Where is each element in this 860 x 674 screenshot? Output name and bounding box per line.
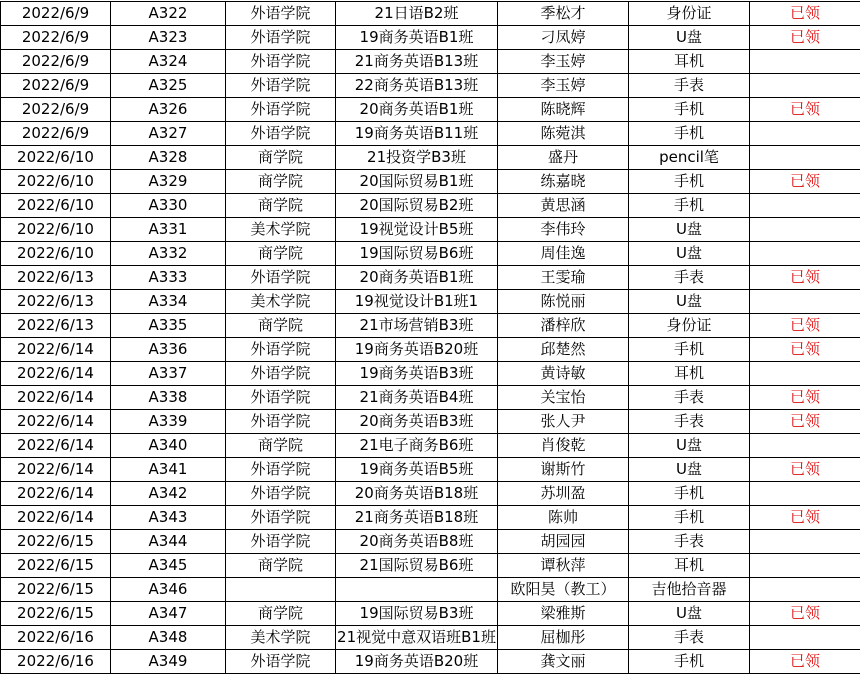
item-cell[interactable]: 手机	[629, 650, 750, 674]
name-cell[interactable]: 谭秋萍	[498, 554, 629, 578]
college-cell[interactable]: 外语学院	[226, 482, 336, 506]
item-cell[interactable]: 手机	[629, 122, 750, 146]
id-cell[interactable]: A328	[111, 146, 226, 170]
table-row	[1, 506, 860, 530]
table-body	[1, 2, 860, 674]
item-cell[interactable]: 手表	[629, 410, 750, 434]
item-cell[interactable]: 手机	[629, 194, 750, 218]
table-row	[1, 458, 860, 482]
status-cell[interactable]	[750, 362, 860, 386]
table-row	[1, 434, 860, 458]
table-row	[1, 338, 860, 362]
status-cell[interactable]: 已领	[750, 338, 860, 362]
date-cell[interactable]: 2022/6/14	[1, 386, 111, 410]
college-cell[interactable]	[226, 578, 336, 602]
date-cell[interactable]: 2022/6/9	[1, 74, 111, 98]
name-cell[interactable]: 陈晓辉	[498, 98, 629, 122]
class-cell[interactable]: 19国际贸易B3班	[336, 602, 498, 626]
date-cell[interactable]: 2022/6/10	[1, 170, 111, 194]
class-cell[interactable]: 21电子商务B6班	[336, 434, 498, 458]
college-cell[interactable]: 商学院	[226, 146, 336, 170]
name-cell[interactable]: 梁雅斯	[498, 602, 629, 626]
status-cell[interactable]	[750, 578, 860, 602]
id-cell[interactable]: A334	[111, 290, 226, 314]
table-row	[1, 74, 860, 98]
class-cell[interactable]: 19商务英语B20班	[336, 650, 498, 674]
status-cell[interactable]: 已领	[750, 170, 860, 194]
class-cell[interactable]: 20商务英语B3班	[336, 410, 498, 434]
table-row	[1, 50, 860, 74]
date-cell[interactable]: 2022/6/10	[1, 242, 111, 266]
college-cell[interactable]: 外语学院	[226, 338, 336, 362]
college-cell[interactable]: 商学院	[226, 434, 336, 458]
class-cell[interactable]: 20商务英语B8班	[336, 530, 498, 554]
class-cell[interactable]: 20商务英语B1班	[336, 98, 498, 122]
id-cell[interactable]: A339	[111, 410, 226, 434]
college-cell[interactable]: 外语学院	[226, 50, 336, 74]
table-row	[1, 362, 860, 386]
date-cell[interactable]: 2022/6/15	[1, 602, 111, 626]
table-row	[1, 170, 860, 194]
item-cell[interactable]: U盘	[629, 218, 750, 242]
item-cell[interactable]: U盘	[629, 242, 750, 266]
status-cell[interactable]	[750, 554, 860, 578]
college-cell[interactable]: 商学院	[226, 554, 336, 578]
date-cell[interactable]: 2022/6/15	[1, 530, 111, 554]
date-cell[interactable]: 2022/6/13	[1, 266, 111, 290]
college-cell[interactable]: 美术学院	[226, 626, 336, 650]
status-cell[interactable]	[750, 290, 860, 314]
id-cell[interactable]: A327	[111, 122, 226, 146]
date-cell[interactable]: 2022/6/15	[1, 554, 111, 578]
table-row	[1, 266, 860, 290]
status-cell[interactable]: 已领	[750, 410, 860, 434]
name-cell[interactable]: 李伟玲	[498, 218, 629, 242]
table-row	[1, 290, 860, 314]
status-cell[interactable]	[750, 242, 860, 266]
name-cell[interactable]: 刁凤婷	[498, 26, 629, 50]
table-row	[1, 218, 860, 242]
class-cell[interactable]: 19视觉设计B1班1	[336, 290, 498, 314]
id-cell[interactable]: A337	[111, 362, 226, 386]
item-cell[interactable]: U盘	[629, 434, 750, 458]
date-cell[interactable]: 2022/6/9	[1, 26, 111, 50]
id-cell[interactable]: A348	[111, 626, 226, 650]
college-cell[interactable]: 外语学院	[226, 74, 336, 98]
item-cell[interactable]: 手表	[629, 266, 750, 290]
name-cell[interactable]: 龚文丽	[498, 650, 629, 674]
status-cell[interactable]: 已领	[750, 506, 860, 530]
table-row	[1, 578, 860, 602]
college-cell[interactable]: 外语学院	[226, 98, 336, 122]
class-cell[interactable]: 19商务英语B11班	[336, 122, 498, 146]
date-cell[interactable]: 2022/6/14	[1, 482, 111, 506]
status-cell[interactable]	[750, 626, 860, 650]
item-cell[interactable]: 手机	[629, 506, 750, 530]
class-cell[interactable]: 21国际贸易B6班	[336, 554, 498, 578]
item-cell[interactable]: 手机	[629, 170, 750, 194]
class-cell[interactable]: 21商务英语B18班	[336, 506, 498, 530]
id-cell[interactable]: A346	[111, 578, 226, 602]
name-cell[interactable]: 苏圳盈	[498, 482, 629, 506]
college-cell[interactable]: 商学院	[226, 242, 336, 266]
name-cell[interactable]: 李玉婷	[498, 50, 629, 74]
table-row	[1, 194, 860, 218]
class-cell[interactable]: 19视觉设计B5班	[336, 218, 498, 242]
table-row	[1, 122, 860, 146]
class-cell[interactable]: 20商务英语B1班	[336, 266, 498, 290]
name-cell[interactable]: 潘梓欣	[498, 314, 629, 338]
college-cell[interactable]: 外语学院	[226, 2, 336, 26]
name-cell[interactable]: 黄诗敏	[498, 362, 629, 386]
date-cell[interactable]: 2022/6/16	[1, 650, 111, 674]
date-cell[interactable]: 2022/6/9	[1, 98, 111, 122]
item-cell[interactable]: U盘	[629, 602, 750, 626]
name-cell[interactable]: 季松才	[498, 2, 629, 26]
date-cell[interactable]: 2022/6/10	[1, 218, 111, 242]
name-cell[interactable]: 张人尹	[498, 410, 629, 434]
college-cell[interactable]: 外语学院	[226, 506, 336, 530]
class-cell[interactable]: 19商务英语B3班	[336, 362, 498, 386]
college-cell[interactable]: 外语学院	[226, 530, 336, 554]
class-cell[interactable]: 20商务英语B18班	[336, 482, 498, 506]
table-row	[1, 98, 860, 122]
status-cell[interactable]	[750, 530, 860, 554]
college-cell[interactable]: 外语学院	[226, 362, 336, 386]
status-cell[interactable]	[750, 146, 860, 170]
date-cell[interactable]: 2022/6/14	[1, 410, 111, 434]
class-cell[interactable]: 21商务英语B13班	[336, 50, 498, 74]
name-cell[interactable]: 陈帅	[498, 506, 629, 530]
class-cell[interactable]: 19商务英语B20班	[336, 338, 498, 362]
id-cell[interactable]: A329	[111, 170, 226, 194]
name-cell[interactable]: 盛丹	[498, 146, 629, 170]
status-cell[interactable]: 已领	[750, 26, 860, 50]
id-cell[interactable]: A335	[111, 314, 226, 338]
item-cell[interactable]: U盘	[629, 26, 750, 50]
date-cell[interactable]: 2022/6/14	[1, 458, 111, 482]
date-cell[interactable]: 2022/6/15	[1, 578, 111, 602]
table-row	[1, 242, 860, 266]
item-cell[interactable]: 手表	[629, 74, 750, 98]
class-cell[interactable]: 21视觉中意双语班B1班	[336, 626, 498, 650]
class-cell[interactable]: 19商务英语B5班	[336, 458, 498, 482]
item-cell[interactable]: 手表	[629, 386, 750, 410]
status-cell[interactable]	[750, 122, 860, 146]
table-row	[1, 386, 860, 410]
date-cell[interactable]: 2022/6/9	[1, 122, 111, 146]
item-cell[interactable]: 身份证	[629, 2, 750, 26]
table-row	[1, 146, 860, 170]
item-cell[interactable]: 手机	[629, 338, 750, 362]
name-cell[interactable]: 陈悦丽	[498, 290, 629, 314]
name-cell[interactable]: 屈枷彤	[498, 626, 629, 650]
id-cell[interactable]: A331	[111, 218, 226, 242]
item-cell[interactable]: 耳机	[629, 554, 750, 578]
table-row	[1, 650, 860, 674]
class-cell[interactable]: 21投资学B3班	[336, 146, 498, 170]
item-cell[interactable]: 身份证	[629, 314, 750, 338]
college-cell[interactable]: 外语学院	[226, 410, 336, 434]
class-cell[interactable]: 21商务英语B4班	[336, 386, 498, 410]
name-cell[interactable]: 谢斯竹	[498, 458, 629, 482]
date-cell[interactable]: 2022/6/13	[1, 290, 111, 314]
id-cell[interactable]: A325	[111, 74, 226, 98]
name-cell[interactable]: 关宝怡	[498, 386, 629, 410]
id-cell[interactable]: A342	[111, 482, 226, 506]
id-cell[interactable]: A343	[111, 506, 226, 530]
item-cell[interactable]: 耳机	[629, 50, 750, 74]
id-cell[interactable]: A349	[111, 650, 226, 674]
college-cell[interactable]: 商学院	[226, 194, 336, 218]
id-cell[interactable]: A322	[111, 2, 226, 26]
name-cell[interactable]: 黄思涵	[498, 194, 629, 218]
item-cell[interactable]: 手机	[629, 482, 750, 506]
item-cell[interactable]: 手机	[629, 98, 750, 122]
college-cell[interactable]: 商学院	[226, 602, 336, 626]
item-cell[interactable]: 吉他拾音器	[629, 578, 750, 602]
class-cell[interactable]: 22商务英语B13班	[336, 74, 498, 98]
college-cell[interactable]: 美术学院	[226, 290, 336, 314]
date-cell[interactable]: 2022/6/9	[1, 50, 111, 74]
name-cell[interactable]: 陈菀淇	[498, 122, 629, 146]
item-cell[interactable]: 手表	[629, 626, 750, 650]
table-row	[1, 26, 860, 50]
id-cell[interactable]: A323	[111, 26, 226, 50]
table-row	[1, 410, 860, 434]
id-cell[interactable]: A345	[111, 554, 226, 578]
status-cell[interactable]: 已领	[750, 650, 860, 674]
name-cell[interactable]: 王雯瑜	[498, 266, 629, 290]
name-cell[interactable]: 邱楚然	[498, 338, 629, 362]
class-cell[interactable]: 21市场营销B3班	[336, 314, 498, 338]
date-cell[interactable]: 2022/6/10	[1, 194, 111, 218]
id-cell[interactable]: A332	[111, 242, 226, 266]
id-cell[interactable]: A340	[111, 434, 226, 458]
college-cell[interactable]: 美术学院	[226, 218, 336, 242]
college-cell[interactable]: 外语学院	[226, 122, 336, 146]
college-cell[interactable]: 商学院	[226, 170, 336, 194]
id-cell[interactable]: A324	[111, 50, 226, 74]
college-cell[interactable]: 商学院	[226, 314, 336, 338]
college-cell[interactable]: 外语学院	[226, 458, 336, 482]
college-cell[interactable]: 外语学院	[226, 386, 336, 410]
status-cell[interactable]: 已领	[750, 386, 860, 410]
date-cell[interactable]: 2022/6/9	[1, 2, 111, 26]
id-cell[interactable]: A344	[111, 530, 226, 554]
item-cell[interactable]: U盘	[629, 458, 750, 482]
class-cell[interactable]: 20国际贸易B1班	[336, 170, 498, 194]
status-cell[interactable]	[750, 434, 860, 458]
name-cell[interactable]: 胡园园	[498, 530, 629, 554]
date-cell[interactable]: 2022/6/16	[1, 626, 111, 650]
name-cell[interactable]: 练嘉晓	[498, 170, 629, 194]
status-cell[interactable]: 已领	[750, 98, 860, 122]
college-cell[interactable]: 外语学院	[226, 266, 336, 290]
date-cell[interactable]: 2022/6/10	[1, 146, 111, 170]
status-cell[interactable]	[750, 50, 860, 74]
status-cell[interactable]	[750, 218, 860, 242]
college-cell[interactable]: 外语学院	[226, 26, 336, 50]
table-row	[1, 554, 860, 578]
id-cell[interactable]: A336	[111, 338, 226, 362]
date-cell[interactable]: 2022/6/14	[1, 362, 111, 386]
id-cell[interactable]: A333	[111, 266, 226, 290]
table-row	[1, 482, 860, 506]
table-row	[1, 626, 860, 650]
class-cell[interactable]: 19国际贸易B6班	[336, 242, 498, 266]
college-cell[interactable]: 外语学院	[226, 650, 336, 674]
item-cell[interactable]: U盘	[629, 290, 750, 314]
status-cell[interactable]: 已领	[750, 2, 860, 26]
item-cell[interactable]: 耳机	[629, 362, 750, 386]
status-cell[interactable]	[750, 194, 860, 218]
date-cell[interactable]: 2022/6/14	[1, 434, 111, 458]
table-row	[1, 2, 860, 26]
id-cell[interactable]: A338	[111, 386, 226, 410]
date-cell[interactable]: 2022/6/14	[1, 506, 111, 530]
status-cell[interactable]: 已领	[750, 602, 860, 626]
table-row	[1, 530, 860, 554]
class-cell[interactable]	[336, 578, 498, 602]
name-cell[interactable]: 欧阳昊（教工）	[498, 578, 629, 602]
item-cell[interactable]: pencil笔	[629, 146, 750, 170]
date-cell[interactable]: 2022/6/13	[1, 314, 111, 338]
status-cell[interactable]: 已领	[750, 458, 860, 482]
status-cell[interactable]	[750, 482, 860, 506]
date-cell[interactable]: 2022/6/14	[1, 338, 111, 362]
name-cell[interactable]: 周佳逸	[498, 242, 629, 266]
item-cell[interactable]: 手表	[629, 530, 750, 554]
class-cell[interactable]: 19商务英语B1班	[336, 26, 498, 50]
id-cell[interactable]: A347	[111, 602, 226, 626]
class-cell[interactable]: 20国际贸易B2班	[336, 194, 498, 218]
class-cell[interactable]: 21日语B2班	[336, 2, 498, 26]
status-cell[interactable]: 已领	[750, 266, 860, 290]
id-cell[interactable]: A330	[111, 194, 226, 218]
name-cell[interactable]: 肖俊乾	[498, 434, 629, 458]
status-cell[interactable]	[750, 74, 860, 98]
table-row	[1, 314, 860, 338]
name-cell[interactable]: 李玉婷	[498, 74, 629, 98]
id-cell[interactable]: A326	[111, 98, 226, 122]
id-cell[interactable]: A341	[111, 458, 226, 482]
lost-and-found-table	[0, 1, 860, 674]
table-row	[1, 602, 860, 626]
status-cell[interactable]: 已领	[750, 314, 860, 338]
